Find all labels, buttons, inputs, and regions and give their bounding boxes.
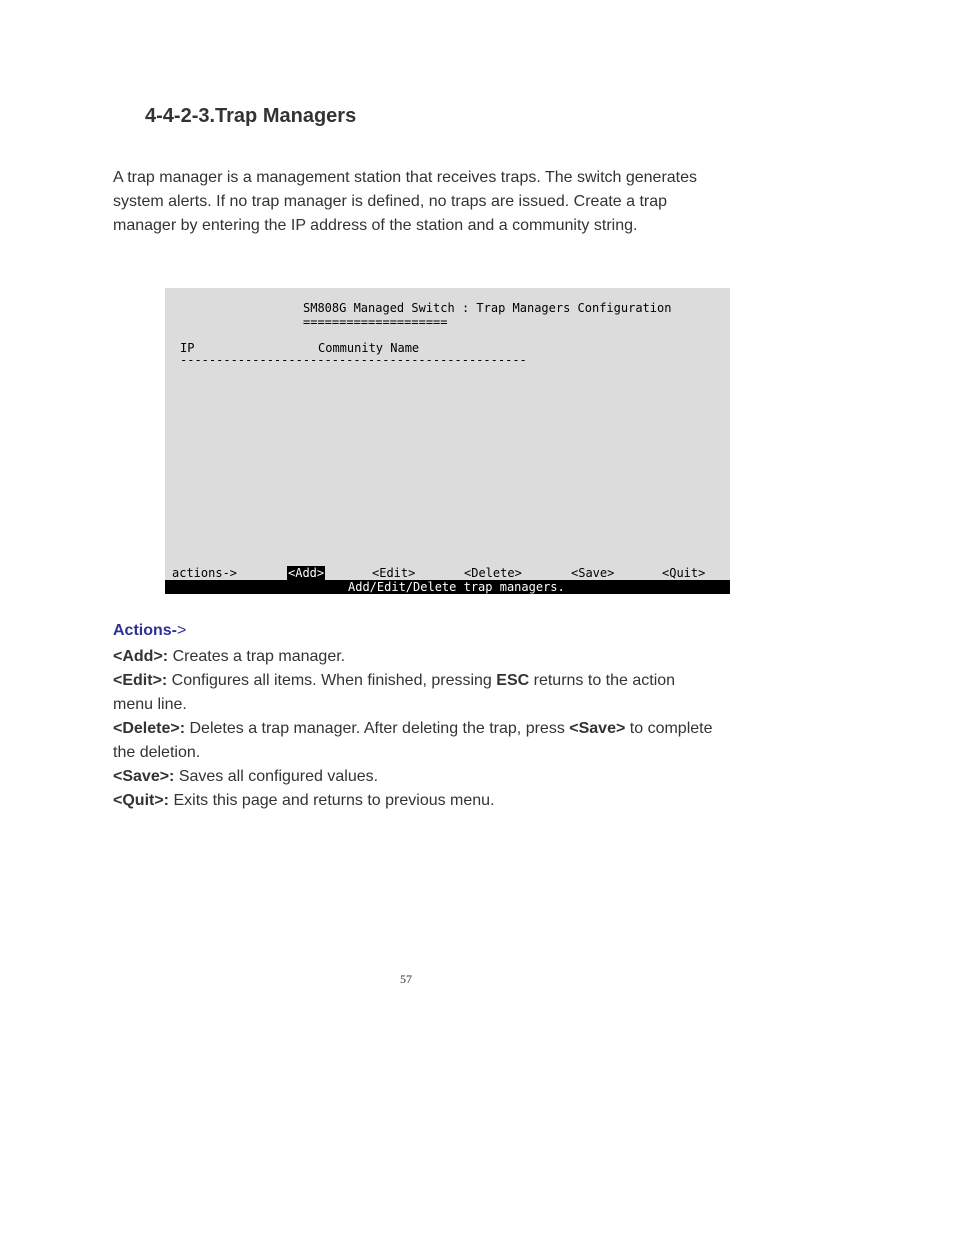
add-description: Creates a trap manager. [168, 648, 346, 665]
save-key: <Save>: [113, 768, 175, 785]
list-item-delete [113, 717, 713, 765]
list-item-save [113, 765, 713, 789]
section-heading: 4-4-2-3.Trap Managers [145, 105, 357, 127]
list-item-quit [113, 789, 713, 813]
actions-heading-label: Actions- [113, 622, 177, 639]
list-item-edit [113, 669, 713, 717]
edit-emphasis: ESC [496, 672, 530, 689]
status-text: Add/Edit/Delete trap managers. [348, 580, 565, 594]
menu-actions-label: actions-> [172, 566, 238, 580]
edit-description-start: Configures all items. When finished, pressing [167, 672, 497, 689]
table-separator: ------------------------------------------------ [180, 353, 527, 367]
actions-heading [113, 622, 186, 640]
delete-description-end: to complete the deletion. [113, 720, 713, 761]
edit-key: <Edit>: [113, 672, 168, 689]
column-header-community-name: Community Name [318, 341, 420, 355]
add-key: <Add>: [113, 648, 169, 665]
terminal-title: SM808G Managed Switch : Trap Managers Configuration [303, 301, 672, 315]
page-number: 57 [400, 972, 412, 986]
status-bar [165, 580, 730, 594]
delete-emphasis: <Save> [569, 720, 626, 737]
menu-add-button[interactable]: <Add> [288, 566, 325, 580]
terminal-title-underline: ==================== [303, 315, 448, 329]
menu-quit-button[interactable]: <Quit> [662, 566, 706, 580]
column-header-ip: IP [180, 341, 195, 355]
list-item-add [113, 645, 713, 669]
actions-description-list [113, 645, 713, 813]
delete-description-start: Deletes a trap manager. After deleting the trap, press [185, 720, 570, 737]
edit-description-end: returns to the action menu line. [113, 672, 676, 713]
menu-delete-button[interactable]: <Delete> [464, 566, 522, 580]
delete-key: <Delete>: [113, 720, 186, 737]
menu-save-button[interactable]: <Save> [571, 566, 615, 580]
terminal-screenshot [165, 288, 730, 594]
quit-description: Exits this page and returns to previous menu. [169, 792, 495, 809]
quit-key: <Quit>: [113, 792, 170, 809]
actions-heading-arrow: > [177, 622, 187, 639]
save-description: Saves all configured values. [174, 768, 379, 785]
intro-paragraph: A trap manager is a management station that receives traps. The switch generates system alerts. If no trap manager is defined, no traps are issued. Create a trap manager by entering the IP address of the station and a community string. [113, 169, 698, 234]
menu-edit-button[interactable]: <Edit> [372, 566, 416, 580]
